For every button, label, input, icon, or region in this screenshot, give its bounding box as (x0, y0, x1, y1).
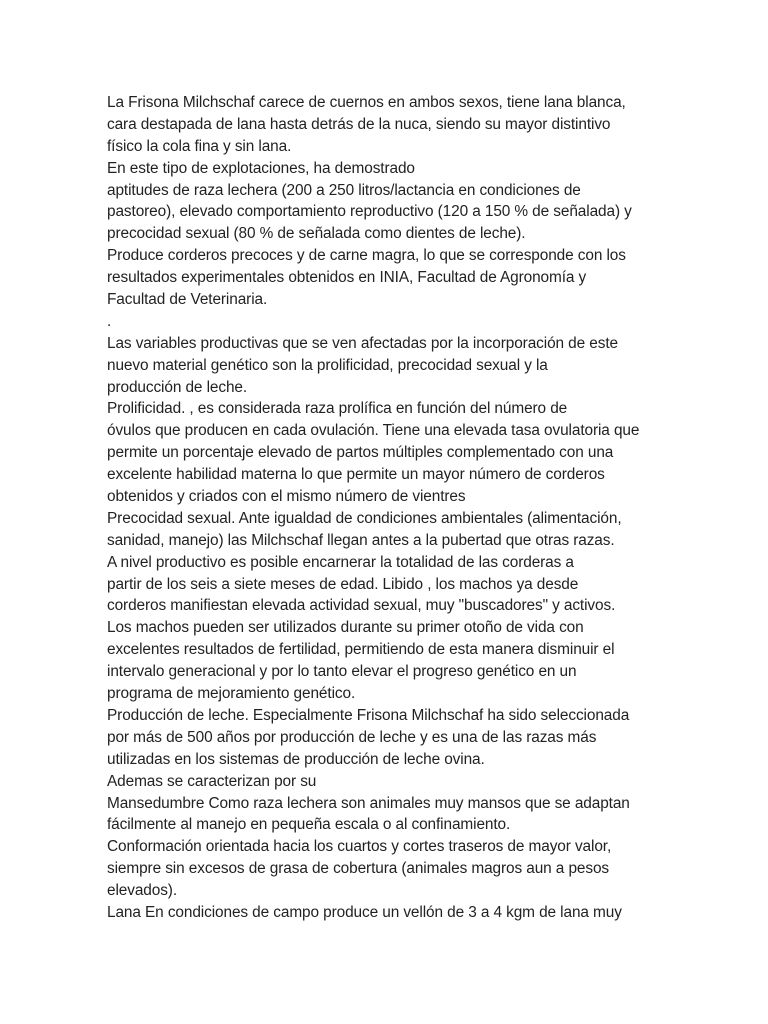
text-line: fácilmente al manejo en pequeña escala o al confinamiento. (107, 816, 511, 834)
text-line: Produce corderos precoces y de carne magra, lo que se corresponde con los (107, 247, 626, 265)
text-line: utilizadas en los sistemas de producción de leche ovina. (107, 750, 485, 768)
text-line: Las variables productivas que se ven afectadas por la incorporación de este (107, 334, 618, 352)
text-line: excelente habilidad materna lo que permite un mayor número de corderos (107, 466, 605, 484)
text-line: Producción de leche. Especialmente Frisona Milchschaf ha sido seleccionada (107, 706, 630, 724)
text-line: producción de leche. (107, 378, 248, 396)
text-line: intervalo generacional y por lo tanto elevar el progreso genético en un (107, 663, 577, 681)
text-line: óvulos que producen en cada ovulación. Tiene una elevada tasa ovulatoria que (107, 422, 640, 440)
text-line: resultados experimentales obtenidos en INIA, Facultad de Agronomía y (107, 269, 587, 287)
text-line: Conformación orientada hacia los cuartos y cortes traseros de mayor valor, (107, 838, 612, 856)
text-line: precocidad sexual (80 % de señalada como dientes de leche). (107, 225, 526, 243)
text-line: físico la cola fina y sin lana. (107, 137, 292, 155)
text-line: La Frisona Milchschaf carece de cuernos en ambos sexos, tiene lana blanca, (107, 94, 626, 111)
text-line: Facultad de Veterinaria. (107, 291, 268, 309)
text-line: elevados). (107, 882, 178, 900)
text-line: A nivel productivo es posible encarnerar la totalidad de las corderas a (107, 553, 574, 571)
text-line: excelentes resultados de fertilidad, permitiendo de esta manera disminuir el (107, 641, 615, 659)
text-line: Los machos pueden ser utilizados durante su primer otoño de vida con (107, 619, 584, 637)
text-line: Lana En condiciones de campo produce un vellón de 3 a 4 kgm de lana muy (107, 903, 622, 921)
text-line: Mansedumbre Como raza lechera son animales muy mansos que se adaptan (107, 794, 630, 812)
text-line: pastoreo), elevado comportamiento reproductivo (120 a 150 % de señalada) y (107, 203, 632, 221)
text-line: nuevo material genético son la prolificidad, precocidad sexual y la (107, 356, 548, 374)
text-line: obtenidos y criados con el mismo número de vientres (107, 488, 466, 506)
text-line: por más de 500 años por producción de leche y es una de las razas más (107, 728, 597, 746)
text-line: Precocidad sexual. Ante igualdad de condiciones ambientales (alimentación, (107, 509, 622, 527)
text-line: siempre sin excesos de grasa de cobertura (animales magros aun a pesos (107, 860, 610, 878)
document-body-text (107, 92, 667, 924)
text-line: Prolificidad. , es considerada raza prolífica en función del número de (107, 400, 568, 418)
text-line: aptitudes de raza lechera (200 a 250 litros/lactancia en condiciones de (107, 181, 581, 199)
text-line: programa de mejoramiento genético. (107, 685, 356, 703)
text-line: sanidad, manejo) las Milchschaf llegan antes a la pubertad que otras razas. (107, 531, 615, 549)
text-line: cara destapada de lana hasta detrás de la nuca, siendo su mayor distintivo (107, 115, 611, 133)
text-line: En este tipo de explotaciones, ha demostrado (107, 159, 415, 177)
text-line: . (107, 312, 112, 330)
text-line: permite un porcentaje elevado de partos múltiples complementado con una (107, 444, 614, 462)
text-line: Ademas se caracterizan por su (107, 772, 317, 790)
text-line: corderos manifiestan elevada actividad sexual, muy "buscadores" y activos. (107, 597, 616, 615)
text-line: partir de los seis a siete meses de edad. Libido , los machos ya desde (107, 575, 579, 593)
